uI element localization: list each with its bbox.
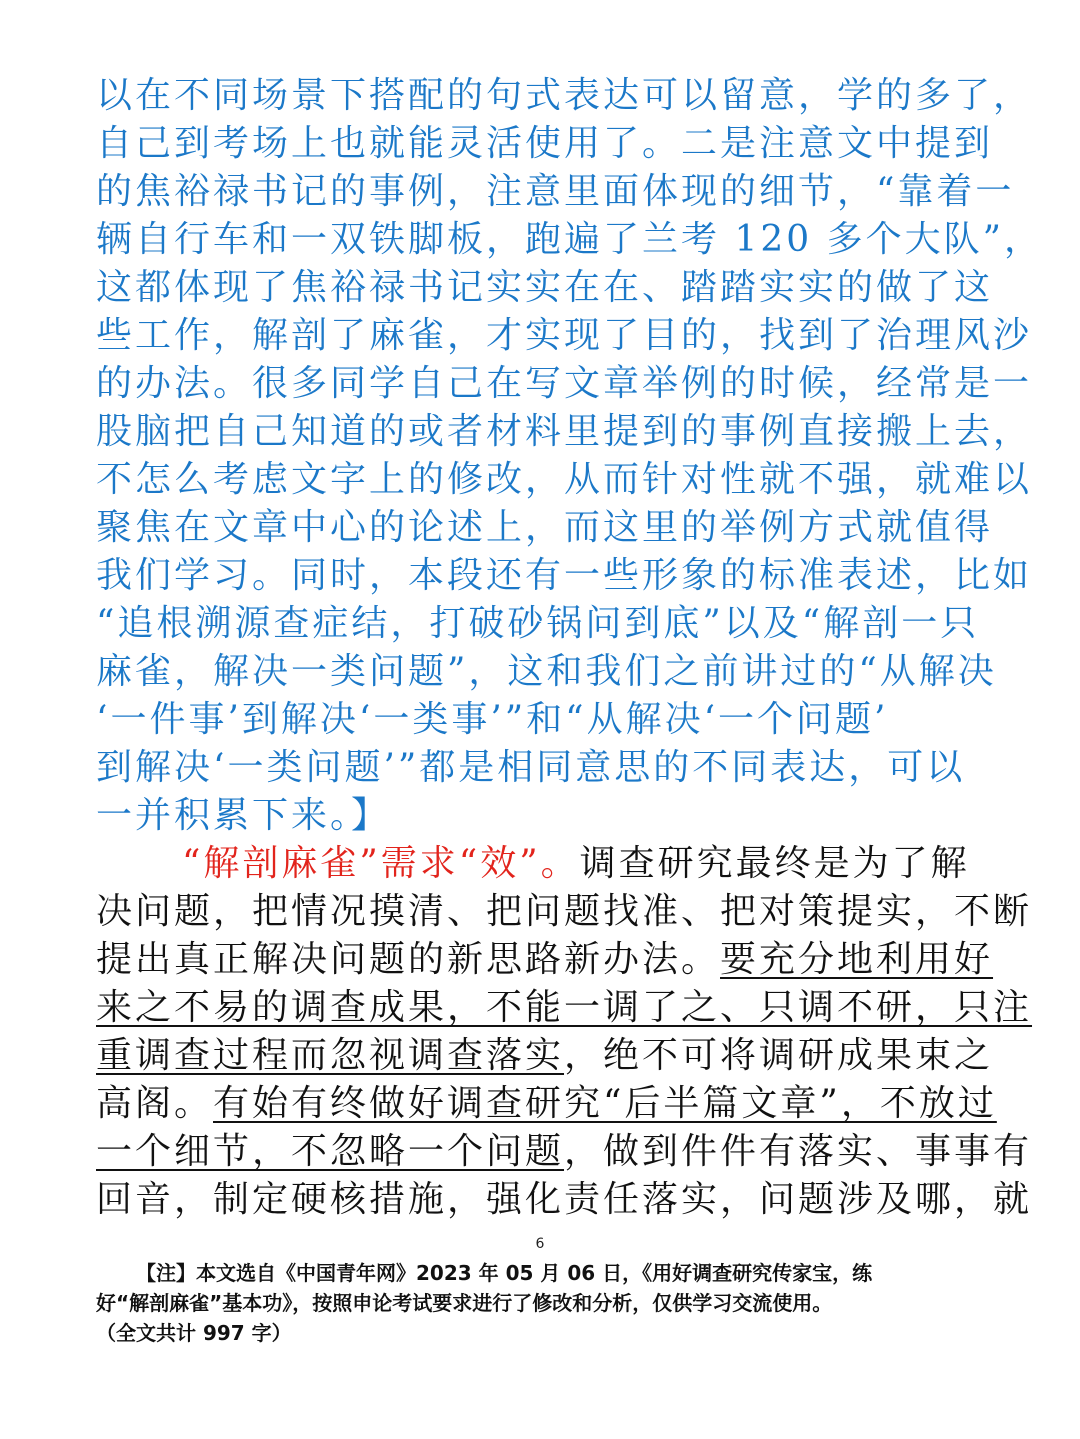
commentary-line: 我们学习。同时，本段还有一些形象的标准表述，比如 [96,555,1033,596]
body-paragraph [96,840,1033,1224]
paragraph-line [96,936,996,984]
paragraph-line: 决问题，把情况摸清、把问题找准、把对策提实，不断 [96,891,1033,932]
commentary-line: ‘一件事’到解决‘一类事’”和“从解决‘一个问题’ [96,699,889,740]
paragraph-text: ，做到件件有落实、事事有 [564,1131,1033,1172]
analysis-commentary [96,72,1044,840]
underlined-text: 重调查过程而忽视调查落实 [96,1035,565,1076]
source-note [96,1258,996,1348]
paragraph-line [96,840,996,888]
paragraph-line [96,1128,1033,1176]
paragraph-text: ，绝不可将调研成果束之 [564,1035,994,1076]
note-line: 好“解剖麻雀”基本功》，按照申论考试要求进行了修改和分析，仅供学习交流使用。 [96,1291,833,1315]
paragraph-text: 调查研究最终是为了解 [579,843,970,884]
commentary-line: 的办法。很多同学自己在写文章举例的时候，经常是一 [96,363,1033,404]
underlined-text: 来之不易的调查成果，不能一调了之、只调不研，只注 [96,987,1033,1028]
paragraph-line [96,1080,996,1128]
underlined-text: 要充分地利用好 [720,939,994,980]
note-line: 【注】本文选自《中国青年网》2023 年 05 月 06 日，《用好调查研究传家宝，练 [136,1261,873,1285]
commentary-line: 这都体现了焦裕禄书记实实在在、踏踏实实的做了这 [96,267,994,308]
commentary-line: 聚焦在文章中心的论述上，而这里的举例方式就值得 [96,507,994,548]
page-number: 6 [535,1236,545,1252]
paragraph-text: 提出真正解决问题的新思路新办法。 [96,939,721,980]
paragraph-line [96,1032,996,1080]
commentary-line: 不怎么考虑文字上的修改，从而针对性就不强，就难以 [96,459,1033,500]
note-line: （全文共计 997 字） [96,1321,292,1345]
paragraph-line: 回音，制定硬核措施，强化责任落实，问题涉及哪，就 [96,1179,1033,1220]
commentary-line: 些工作，解剖了麻雀，才实现了目的，找到了治理风沙 [96,315,1033,356]
commentary-line: 自己到考场上也就能灵活使用了。二是注意文中提到 [96,123,994,164]
commentary-line: “追根溯源查症结，打破砂锅问到底”以及“解剖一只 [96,603,980,644]
paragraph-line [96,984,1033,1032]
commentary-line: 的焦裕禄书记的事例，注意里面体现的细节，“靠着一 [96,171,1015,212]
underlined-text: 有始有终做好调查研究“后半篇文章”，不放过 [213,1083,997,1124]
commentary-line: 以在不同场景下搭配的句式表达可以留意，学的多了， [96,75,1033,116]
section-heading: “解剖麻雀”需求“效”。 [182,843,580,884]
commentary-line: 到解决‘一类问题’”都是相同意思的不同表达，可以 [96,747,966,788]
commentary-line: 麻雀，解决一类问题”，这和我们之前讲过的“从解决 [96,651,997,692]
paragraph-text: 高阁。 [96,1083,214,1124]
commentary-line: 股脑把自己知道的或者材料里提到的事例直接搬上去， [96,411,1033,452]
commentary-line: 一并积累下来。】 [96,795,391,836]
commentary-line: 辆自行车和一双铁脚板，跑遍了兰考 120 多个大队”， [96,219,1044,260]
underlined-text: 一个细节，不忽略一个问题 [96,1131,565,1172]
